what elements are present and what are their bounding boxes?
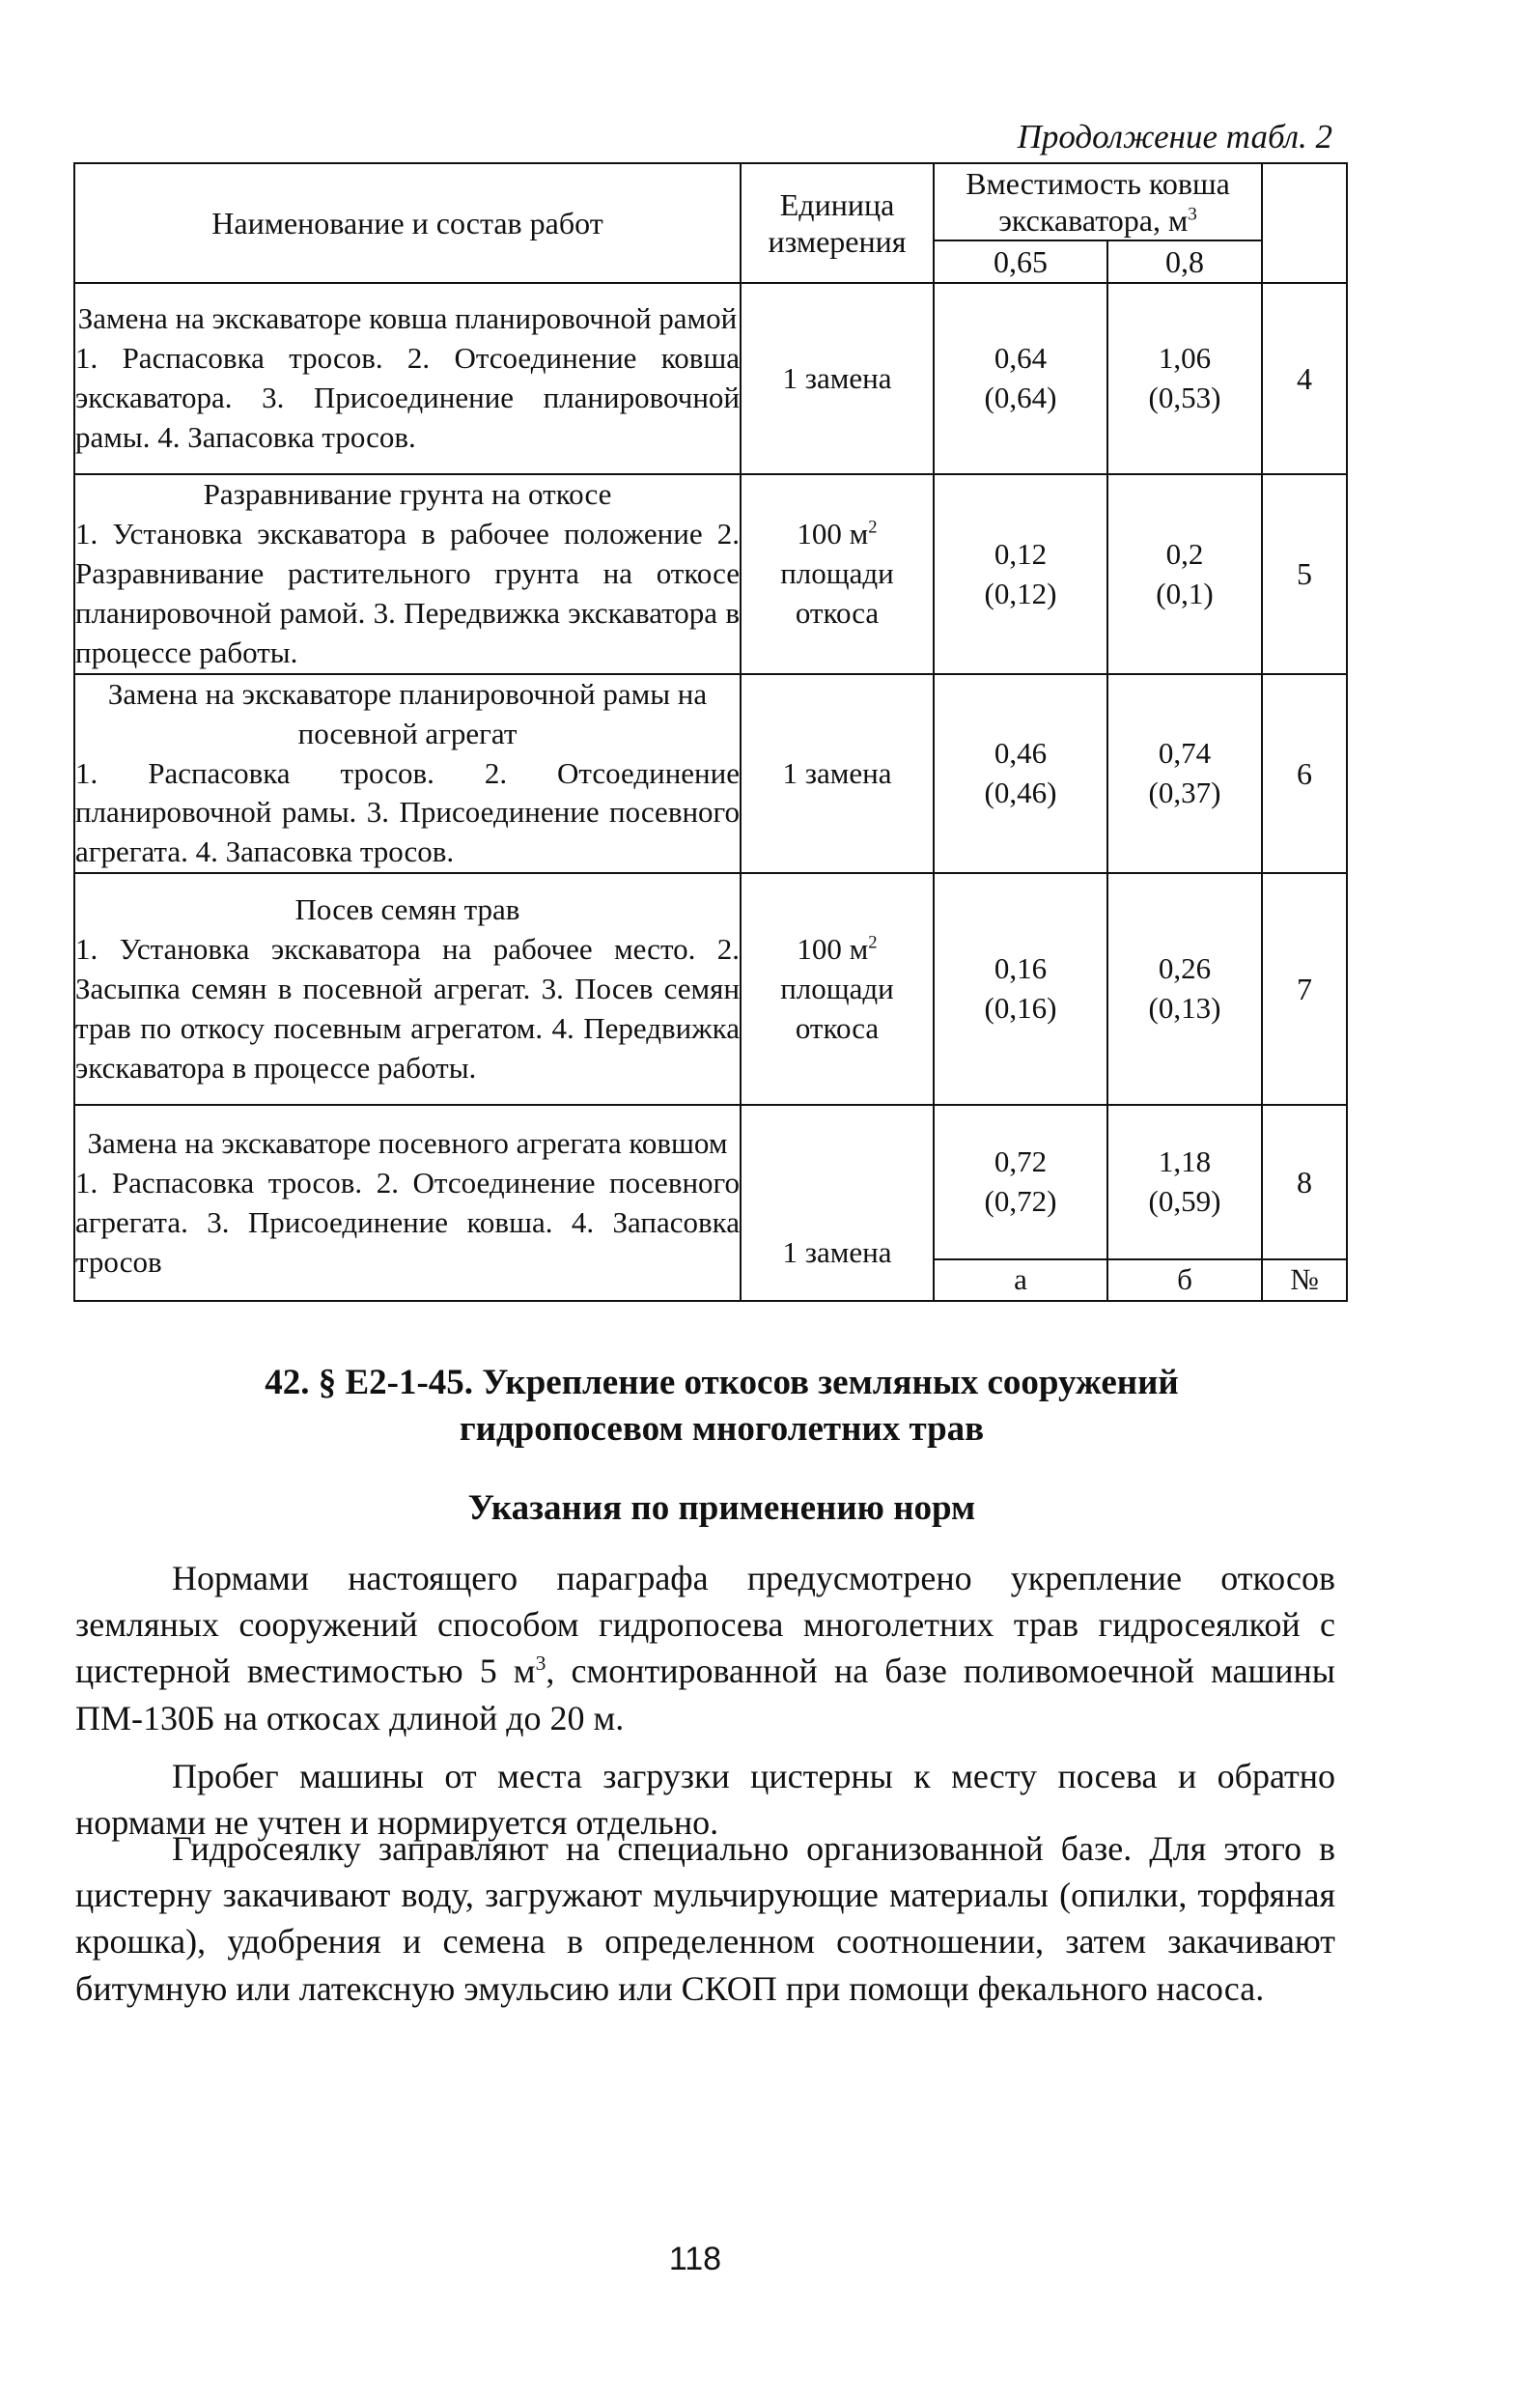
work-steps: 1. Распасовка тросов. 2. Отсоединение ковша экскаватора. 3. Присоединение планировочной рамы. 4. Запасовка тросов. xyxy=(75,341,740,455)
header-col-a: 0,65 xyxy=(934,240,1107,283)
paragraph-2: Пробег машины от места загрузки цистерны к месту посева и обратно нормами не учтен и нормируется отдельно. xyxy=(75,1757,1335,1843)
value-a: 0,46 xyxy=(994,736,1048,771)
value-b-cell xyxy=(1107,283,1262,474)
unit-cell: 1 замена xyxy=(741,674,934,874)
header-number-blank xyxy=(1262,163,1347,283)
unit-area: 100 м xyxy=(797,931,869,966)
value-b: 0,74 xyxy=(1158,736,1212,771)
row-number: 4 xyxy=(1262,283,1347,474)
work-description xyxy=(74,873,741,1105)
work-title: Разравнивание грунта на откосе xyxy=(203,477,612,512)
section-title-line2: гидропосевом многолетних трав xyxy=(459,1409,985,1450)
work-description xyxy=(74,474,741,674)
paragraph-1-sup: 3 xyxy=(535,1652,546,1676)
value-b-paren: (0,37) xyxy=(1148,776,1221,810)
key-col-b: б xyxy=(1107,1259,1262,1301)
unit-area-word: площади xyxy=(780,556,894,591)
unit-cell: 1 замена xyxy=(741,1105,934,1301)
value-b: 1,06 xyxy=(1158,341,1212,376)
page-number: 118 xyxy=(668,2241,722,2277)
value-b-cell xyxy=(1107,1105,1262,1259)
work-title: Замена на экскаваторе планировочной рамы на посевной агрегат xyxy=(107,676,708,750)
value-b-paren: (0,53) xyxy=(1148,381,1221,415)
value-b: 0,26 xyxy=(1158,951,1212,986)
value-a: 0,72 xyxy=(994,1144,1048,1179)
value-b-cell xyxy=(1107,474,1262,674)
paragraph-1-text: Нормами настоящего параграфа предусмотрено укрепление откосов земляных сооружений способом гидропосева многолетних трав гидросеялкой с цистерной вместимостью 5 м xyxy=(75,1559,1335,1691)
unit-slope-word: откоса xyxy=(795,595,880,630)
value-a: 0,64 xyxy=(994,341,1048,376)
header-col-b: 0,8 xyxy=(1107,240,1262,283)
value-a-paren: (0,16) xyxy=(984,991,1057,1026)
table-header-row xyxy=(74,163,1347,240)
unit-cell xyxy=(741,474,934,674)
table-row xyxy=(74,674,1347,874)
value-a-cell xyxy=(934,283,1107,474)
header-capacity-sup: 3 xyxy=(1188,204,1197,225)
work-title: Посев семян трав xyxy=(294,892,520,927)
header-capacity-text: Вместимость ковша экскаватора, м xyxy=(966,165,1230,238)
paragraph-1 xyxy=(75,1555,1335,1741)
value-b-cell xyxy=(1107,674,1262,874)
value-b-paren: (0,1) xyxy=(1156,576,1214,610)
value-b-cell xyxy=(1107,873,1262,1105)
value-a-cell xyxy=(934,474,1107,674)
unit-slope-word: откоса xyxy=(795,1010,880,1045)
value-b-paren: (0,13) xyxy=(1148,991,1221,1026)
section-subtitle: Указания по применению норм xyxy=(467,1488,976,1528)
work-description xyxy=(74,674,741,874)
value-b-paren: (0,59) xyxy=(1148,1184,1221,1219)
key-col-a: а xyxy=(934,1259,1107,1301)
value-a-paren: (0,72) xyxy=(984,1184,1057,1219)
norms-table xyxy=(73,162,1348,1302)
work-title: Замена на экскаваторе ковша планировочной рамой xyxy=(77,301,738,336)
unit-sup: 2 xyxy=(868,517,878,538)
value-a-paren: (0,12) xyxy=(984,576,1057,610)
value-b: 0,2 xyxy=(1165,536,1204,571)
header-unit: Единица измерения xyxy=(741,163,934,283)
work-steps: 1. Распасовка тросов. 2. Отсоединение планировочной рамы. 3. Присоединение посевного агрегата. 4. Запасовка тросов. xyxy=(75,755,740,869)
value-a-paren: (0,46) xyxy=(984,776,1057,810)
table-row xyxy=(74,474,1347,674)
work-description xyxy=(74,283,741,474)
value-b: 1,18 xyxy=(1158,1144,1212,1179)
work-steps: 1. Распасовка тросов. 2. Отсоединение посевного агрегата. 3. Присоединение ковша. 4. Запасовка тросов xyxy=(75,1165,740,1279)
value-a: 0,16 xyxy=(994,951,1048,986)
table-row xyxy=(74,1105,1347,1259)
row-number: 7 xyxy=(1262,873,1347,1105)
paragraph-1-text-end: , смонтированной на базе поливомоечной машины ПМ-130Б на откосах длиной до 20 м. xyxy=(75,1652,1335,1737)
header-work-name: Наименование и состав работ xyxy=(74,163,741,283)
value-a-cell xyxy=(934,873,1107,1105)
unit-cell xyxy=(741,873,934,1105)
section-title xyxy=(145,1360,1299,1453)
paragraph-3: Гидросеялку заправляют на специально организованной базе. Для этого в цистерну закачивают воду, загружают мульчирующие материалы (опилки, торфяная крошка), удобрения и семена в определенном соотношении, затем закачивают битумную или латексную эмульсию или СКОП при помощи фекального насоса. xyxy=(75,1829,1335,2008)
row-number: 8 xyxy=(1262,1105,1347,1259)
row-number: 6 xyxy=(1262,674,1347,874)
value-a: 0,12 xyxy=(994,536,1048,571)
unit-cell: 1 замена xyxy=(741,283,934,474)
unit-area: 100 м xyxy=(797,517,869,551)
work-title: Замена на экскаваторе посевного агрегата ковшом xyxy=(87,1125,728,1160)
work-steps: 1. Установка экскаватора на рабочее место. 2. Засыпка семян в посевной агрегат. 3. Посев семян трав по откосу посевным агрегатом. 4. Передвижка экскаватора в процессе работы. xyxy=(75,931,740,1085)
work-description xyxy=(74,1105,741,1301)
table-row xyxy=(74,873,1347,1105)
header-capacity xyxy=(934,163,1262,240)
section-title-line1: 42. § Е2-1-45. Укрепление откосов земляных сооружений xyxy=(265,1363,1179,1402)
value-a-cell xyxy=(934,674,1107,874)
work-steps: 1. Установка экскаватора в рабочее положение 2. Разравнивание растительного грунта на откосе планировочной рамой. 3. Передвижка экскаватора в процессе работы. xyxy=(75,517,740,669)
table-row xyxy=(74,283,1347,474)
table-caption: Продолжение табл. 2 xyxy=(1017,118,1332,155)
row-number: 5 xyxy=(1262,474,1347,674)
unit-area-word: площади xyxy=(780,971,894,1005)
unit-sup: 2 xyxy=(868,932,878,953)
value-a-paren: (0,64) xyxy=(984,381,1057,415)
key-col-number: № xyxy=(1262,1259,1347,1301)
value-a-cell xyxy=(934,1105,1107,1259)
